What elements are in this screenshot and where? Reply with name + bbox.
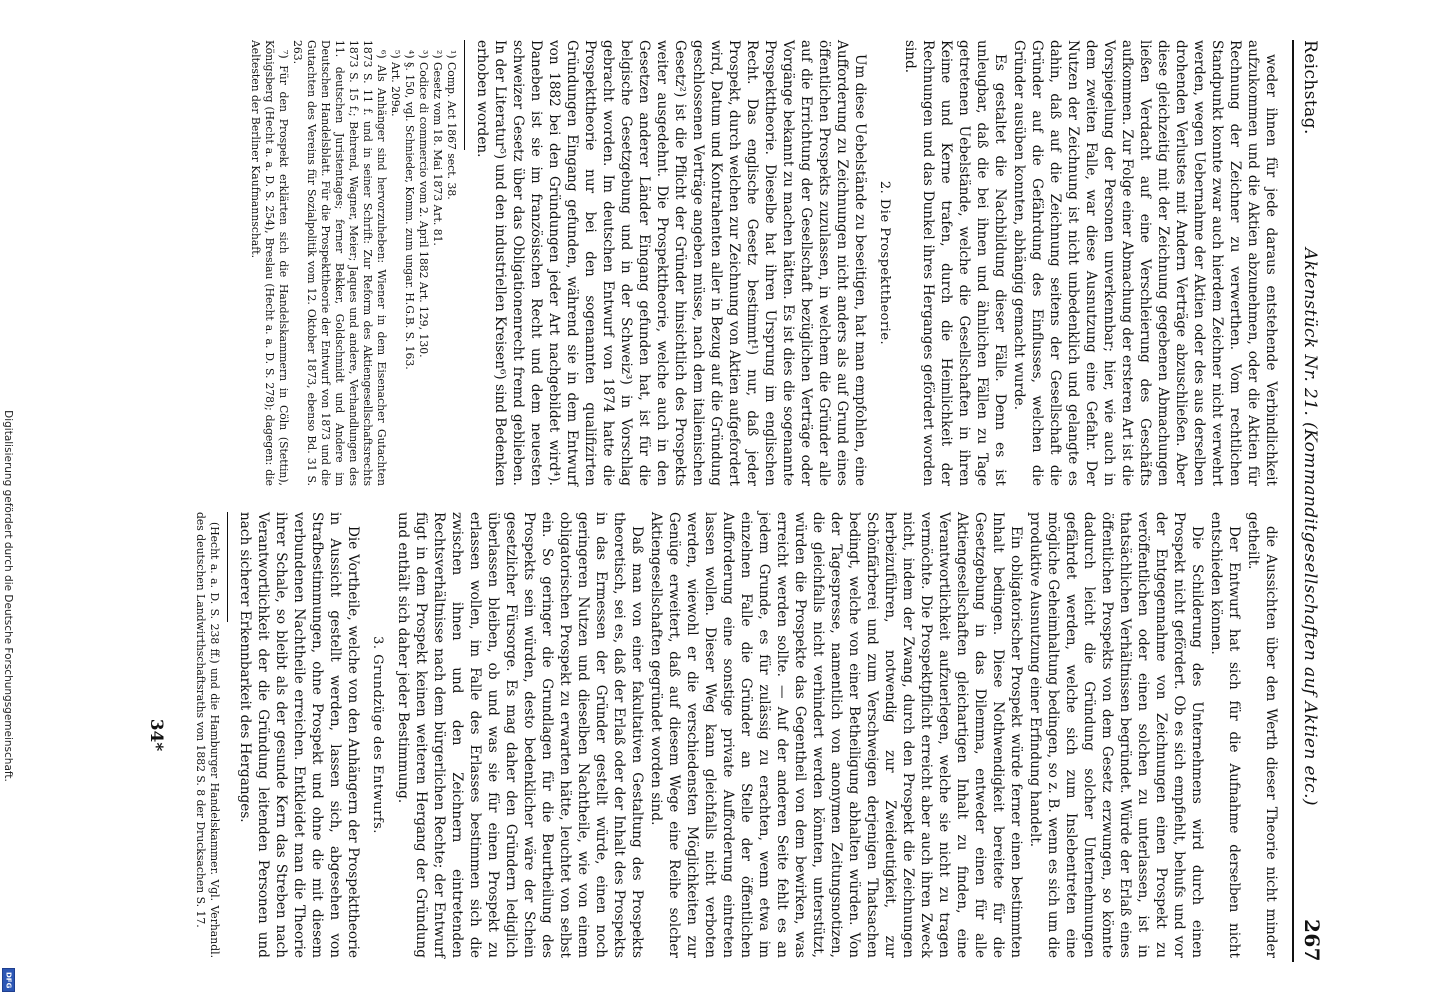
digitization-credit <box>0 0 16 1000</box>
scanned-page <box>102 0 1356 1000</box>
right-footnotes <box>193 512 221 958</box>
dfg-logo-label: DFG <box>4 971 13 989</box>
left-column <box>147 40 1280 486</box>
running-header <box>1292 40 1324 962</box>
page-number: 267 <box>1300 919 1324 962</box>
right-paragraph: Die Vortheile, welche von den Anhängern der Prospekttheorie in Aussicht gestellt werden, lassen sich, abgesehen von Strafbestimmungen, ohne Prospekt und ohne die mit diesem verbundenen Nachtheile erreichen. Entkleidet man die Theorie ihrer Schale, so bleibt als der gesunde Kern das Streben nach Verantwortlichkeit der die Gründung leitenden Personen und nach sicherer Erkennbarkeit des Herganges. <box>237 512 361 958</box>
left-paragraph: Um diese Uebelstände zu beseitigen, hat man empfohlen, eine Aufforderung zu Zeichnungen nicht anders als auf Grund eines öffentlichen Prospekts zuzulassen, in welchem die Gründer alle auf die Errichtung der Gesellschaft bezüglichen Verträge oder Vorgänge bekannt zu machen hätten. Es ist dies die sogenannte Prospekttheorie. Dieselbe hat ihren Ursprung im englischen Recht. Das englische Gesetz bestimmt¹) nur, daß jeder Prospekt, durch welchen zur Zeichnung von Aktien aufgefordert wird, Datum und Kontrahenten aller in Bezug auf die Gründung geschlossenen Verträge angeben müsse, nach dem italienischen Gesetz²) ist die Pflicht der Gründer hinsichtlich des Prospekts weiter ausgedehnt. Die Prospekttheorie, welche auch in den Gesetzen anderer Länder Eingang gefunden hat, ist für die belgische Gesetzgebung und in der Schweiz³) in Vorschlag gebracht worden. Im deutschen Entwurf von 1874 hatte die Prospekttheorie nur bei den sogenannten qualifizirten Gründungen Eingang gefunden, während sie in dem Entwurf von 1882 bei den Gründungen jeder Art nachgebildet wird⁴). Daneben ist sie im französischen Recht und dem neuesten schweizer Gesetz über das Obligationenrecht fremd geblieben. In der Literatur⁵) und den industriellen Kreisen⁶) sind Bedenken erhoben worden. <box>474 40 868 486</box>
footnote: ⁵) Art. 209a. <box>389 50 402 117</box>
header-left: Reichstag. <box>1300 40 1320 135</box>
left-paragraph: Es gestaltet die Nachbildung dieser Fälle. Denn es ist unleugbar, daß die bei ihnen und ähnlichen Fällen zu Tage getretenen Uebelstände, welche die Gesellschaften in ihren Keime und Kerne trafen, durch die Heimlichkeit der Rechnungen und das Dunkel ihres Herganges gefördert worden sind. <box>902 40 1008 486</box>
section-heading: 2. Die Prospekttheorie. <box>877 180 892 346</box>
right-paragraph: Daß man von einer fakultativen Gestaltung des Prospekts theoretisch, sei es, daß der Erlaß oder der Inhalt des Prospekts in das Ermessen der Gründer gestellt würde, einen noch geringeren Nutzen und dieselben Nachtheile, wie von einem obligatorischen Prospekt zu erwarten hätte, leuchtet von selbst ein. So geringer die Grundlagen für die Beurtheilung des Prospekts sein würden, desto bedenklicher wäre der Schein gesetzlicher Fürsorge. Es mag daher den Gründern lediglich überlassen bleiben, ob und was sie für einen Prospekt zu erlassen wollen, im Falle des Erlasses bestimmen sich die zwischen ihnen und den Zeichnern eintretenden Rechtsverhältnisse nach dem bürgerlichen Rechte; der Entwurf fügt in dem Prospekt keinen weiteren Hergang der Gründung und enthält sich daher jeder Bestimmung. <box>395 512 645 958</box>
text-columns <box>147 40 1280 962</box>
credit-text: Digitalisierung gefördert durch die Deutsche Forschungsgemeinschaft. <box>2 410 14 782</box>
left-footnotes <box>248 40 458 486</box>
right-paragraph: Der Entwurf hat sich für die Aufnahme derselben nicht entschieden können. <box>1208 512 1242 958</box>
footnote: ¹) Comp. Act 1867 sect. 38. <box>445 50 458 200</box>
dfg-logo-icon <box>2 968 15 992</box>
right-column <box>147 512 1280 958</box>
right-paragraph: die Aussichten über den Werth dieser Theorie nicht minder getheilt. <box>1245 512 1279 958</box>
footnote: ⁴) §. 150, vgl. Schnieder, Komm. zum ungar. H.G.B. S. 163. <box>403 50 416 370</box>
header-title: Aktenstück Nr. 21. (Kommanditgesellschaften auf Aktien etc.) <box>1300 247 1320 806</box>
footnote: (Hecht a. a. D. S. 238 ff.) und die Hamburger Handelskammer. Vgl. Verhandl. des deutschen Landwirthschaftsraths von 1882 S. 8 der Drucksachen S. 17. <box>194 512 221 958</box>
right-paragraph: Die Schilderung des Unternehmens wird durch einen Prospekt nicht gefördert. Ob es sich empfiehlt, behufs und vor der Entgegennahme von Zeichnungen einen Prospekt zu veröffentlichen oder einen solchen zu unterlassen, ist in thatsächlichen Verhältnissen begründet. Würde der Erlaß eines öffentlichen Prospekts von dem Gesetz erzwungen, so könnte dadurch leicht die Gründung solcher Unternehmungen gefährdet werden, welche sich zum Inslebentreten eine mögliche Geheimhaltung bedingen, so z. B. wenn es sich um die produktive Ausnutzung einer Erfindung handelt. <box>1027 512 1205 958</box>
footnote-divider <box>464 40 465 150</box>
right-paragraph: Ein obligatorischer Prospekt würde ferner einen bestimmten Inhalt bedingen. Diese Nothwendigkeit bereitete für die Gesetzgebung in das Dilemma, entweder einen für alle Aktiengesellschaften gleichartigen Inhalt zu finden, eine Verantwortlichkeit aufzuerlegen, welche sie nicht zu tragen vermöchte. Die Prospektpflicht erreicht aber auch ihren Zweck nicht, indem der Zwang, durch den Prospekt die Zeichnungen herbeizuführen, notwendig zur Zweideutigkeit, zur Schönfärberei und zum Verschweigen derjenigen Thatsachen bedingt, welche von einer Betheiligung abhalten würden. Von der Tagespresse, namentlich von anonymen Zeitungsnotizen, die gleichfalls nicht verhindert werden könnten, unterstützt, würden die Prospekte das Gegentheil von dem bewirken, was erreicht werden sollte. — Auf der anderen Seite fehlt es an jedem Grunde, es für zulässig zu erachten, wenn etwa im einzelnen Falle die Gründer an Stelle der öffentlichen Aufforderung eine sonstige private Aufforderung eintreten lassen wollen. Dieser Weg kann gleichfalls nicht verboten werden, wiewohl er die verschiedensten Möglichkeiten zur Genüge erweitert, daß auf diesem Wege eine Reihe solcher Aktiengesellschaften gegründet worden sind. <box>648 512 1024 958</box>
footnote: ⁶) Als Anhänger sind hervorzuheben: Wiener in dem Eisenacher Gutachten 1873 S. 11 f. und in seiner Schrift: Zur Reform des Aktiengesellschaftsrechts 1873 S. 15 f.; Behrend, Wagner, Meier; Jaques und andere, Verhandlungen des 11. deutschen Juristentages; ferner Bekker, Goldschmidt und Andere im Deutschen Handelsblatt. Für die Prospekttheorie der Entwurf von 1873 und die Gutachten des Vereins für Sozialpolitik vom 12. Oktober 1873, ebenso Bd. 31 S. 263. <box>291 40 388 486</box>
footnote-divider <box>227 512 228 622</box>
scanned-page-viewport <box>102 0 1356 1000</box>
left-paragraph: weder ihnen für jede daraus entstehende Verbindlichkeit aufzukommen und die Aktien abzunehmen, oder die Aktien für Rechnung der Zeichner zu verwerthen. Vom rechtlichen Standpunkt konnte zwar auch hierdem Zeichner nicht verwehrt werden, wegen Uebernahme der Aktien oder des aus derselben drohenden Verlustes mit Andern Verträge abzuschließen. Aber diese gleichzeitig mit der Zeichnung gegebenen Abmachungen ließen Verdacht auf eine Verschleierung des Geschäfts aufkommen. Zur Folge einer Abmachung der ersteren Art ist die Vorspiegelung der Personen unverkennbar; hier, wie auch in dem zweiten Falle, war diese Ausnutzung eine Gefahr. Der Nutzen der Zeichnung ist nicht unbedenklich und gelangte es dahin, daß auf die Zeichnung seitens der Gesellschaft die Gründer auf die Gefährdung des Einflusses, welchen die Gründer ausüben konnten, abhängig gemacht wurde. <box>1011 40 1279 486</box>
footnote: ⁷) Für den Prospekt erklärten sich die Handelskammern in Cöln (Stettin), Königsberg (Hecht a. a. D. S. 254), Breslau (Hecht a. a. D. S. 278); dagegen: die Aeltesten der Berliner Kaufmannschaft. <box>249 40 290 486</box>
section-heading: 3. Grundzüge des Entwurfs. <box>370 636 385 834</box>
footnote: ³) Codice di commercio vom 2. April 1882 Art. 129, 130. <box>417 50 430 358</box>
footnote: ²) Gesetz vom 18. Mai 1873 Art. 81. <box>431 50 444 246</box>
sheet-signature: 34* <box>146 718 166 752</box>
